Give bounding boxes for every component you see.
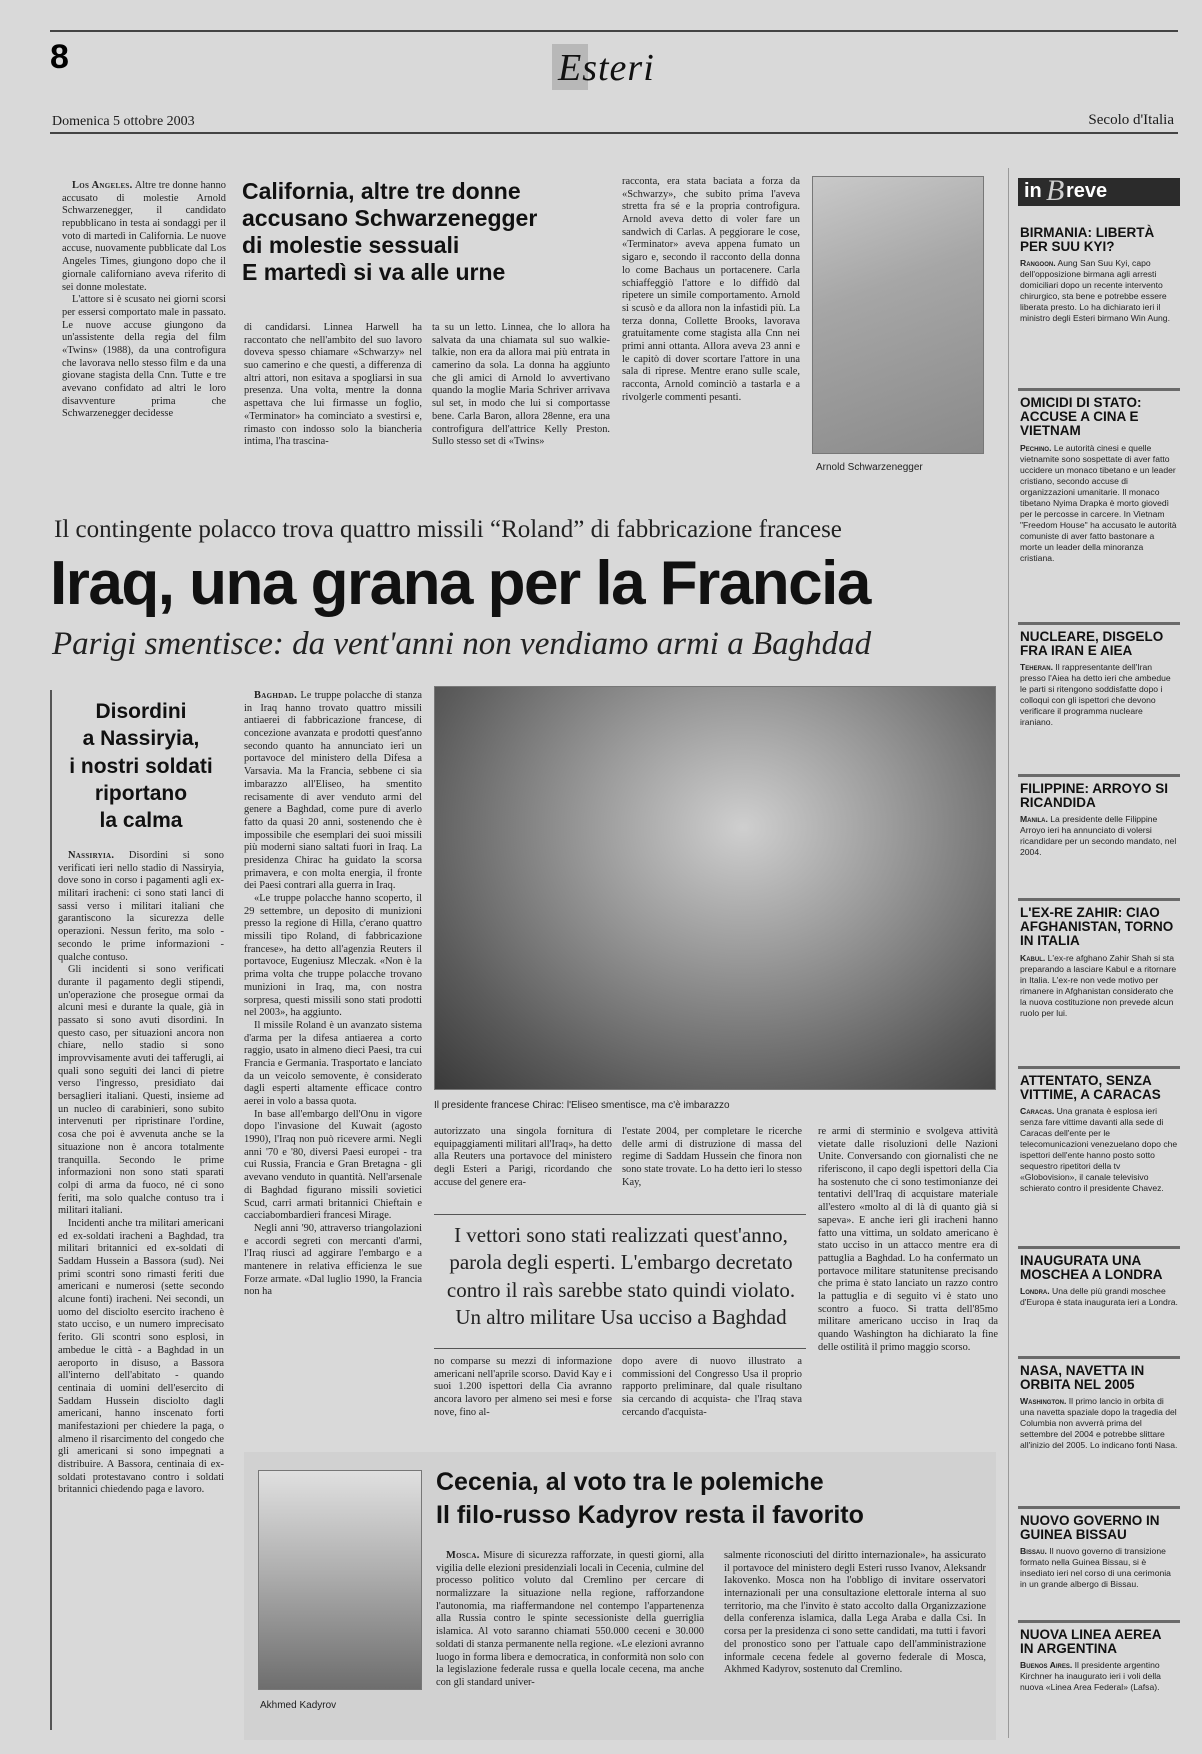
dateline: Mosca.: [446, 1550, 480, 1561]
nassiriya-body: Nassiryia. Disordini si sono verificati ieri nello stadio di Nassiryia, dove sono in corso i pagamenti agli ex-militari iracheni: ci sono stati lanci di sassi verso i militari italiani che garantiscono la sicurezza delle operazioni. Nessun ferito, ma solo - secondo le prime informazioni - qualche contuso. Gli incidenti si sono verificati durante il pagamento degli stipendi, un'operazione che prosegue ormai da alcuni mesi e durante la quale, già in passato si sono avuti disordini. In questo caso, per situazioni ancora non chiare, nello stadio si sono improvvisamente avuti dei tafferugli, ai quali sono seguiti dei lanci di pietre verso l'ingresso, presidiato dai bersaglieri italiani. Questi, insieme ad un nucleo di carabinieri, sono subito intervenuti per ripristinare l'ordine, cosa che poi è avvenuta anche se la situazione non è ancora totalmente tranquilla. Secondo le prime informazioni non sono stati sparati colpi di arma da fuoco, né ci sono feriti, ma solo qualche contuso tra i militari italiani. Incidenti anche tra militari americani ed ex-soldati iracheni a Baghdad, tra militari britannici ed ex-soldati di Saddam Hussein a Bassora (sud). Nei primi scontri sono rimasti feriti due americani e numerosi (sette secondo alcune fonti) iracheni. Nei secondi, un uomo del disciolto esercito iracheno è stato ucciso, e un numero imprecisato ferito. Gli scontri sono esplosi, in ambedue le città - a Baghdad in un aeroporto in disuso, a Bassora all'interno dell'abitato - quando centinaia di uomini dell'esercito di Saddam Hussein disciolto dagli americani, hanno inscenato forti manifestazioni per chiedere la paga, o almeno il risarcimento del congedo che gli americani si sono impegnati a distribuire. A Bassora, centinaia di ex-soldati protestavano contro i soldati britannici chiedendo paga e lavoro.: [58, 850, 224, 1496]
brief-separator: [1018, 1246, 1180, 1249]
brief-8: NASA, NAVETTA IN ORBITA NEL 2005 Washington. Il primo lancio in orbita di una navetta spaziale dopo la tragedia del Columbia non avverrà prima del settembre del 2004 e potrebbe slittare all'inizio del 2005. Lo indicano fonti Nasa.: [1020, 1363, 1178, 1451]
brief-separator: [1018, 898, 1180, 901]
brief-3: NUCLEARE, DISGELO FRA IRAN E AIEA Teheran. Il rappresentante dell'Iran presso l'Aiea ha detto ieri che ambedue le parti si ritengono soddisfatte dopo i colloqui con gli ispettori che devono verificare il programma nucleare iraniano.: [1020, 629, 1171, 728]
iraq-col-4: re armi di sterminio e svolgeva attività vietate dalle risoluzioni delle Nazioni Unite. Conversando con giornalisti che ne riferiscono, il capo degli ispettori della Cia ha sostenuto che ci sono testimonianze dei tentativi dell'Iraq di acquistare materiale all'estero «molto al di là di quanto già si sapeva». E anche ieri gli iracheni hanno fatto una vittima, un soldato americano è stato ucciso in un attacco mentre era di pattuglia a Baghdad. Lo ha confermato un portavoce militare statunitense precisando che prima è stato lanciato un razzo contro la pattuglia e di seguito vi è stato uno scontro a fuoco. Si tratta dell'85mo militare americano ucciso in Iraq da quando Washington ha dichiarato la fine delle ostilità il primo maggio scorso.: [818, 1126, 998, 1353]
cecenia-col-1: Mosca. Misure di sicurezza rafforzate, in questi giorni, alla vigilia delle elezioni presidenziali locali in Cecenia, culmine del processo politico voluto dal Cremlino per cercare di normalizzare la situazione nella regione, rafforzandone l'autonomia, ma riaffermandone nel contempo l'appartenenza alla Russia contro le spinte secessioniste della guerriglia islamica. Al voto saranno chiamati 550.000 ceceni e 30.000 soldati di stanza permanente nella regione. «Le elezioni avranno luogo in forma libera e democratica, in conformità non solo con la legislazione federale russa e quella locale cecena, ma anche con gli standard univer-: [436, 1550, 704, 1688]
page-number: 8: [50, 38, 69, 76]
section-name: Esteri: [558, 47, 655, 89]
paper-name: Secolo d'Italia: [1088, 112, 1174, 128]
brief-separator: [1018, 1066, 1180, 1069]
date-line: Domenica 5 ottobre 2003: [52, 114, 195, 129]
chirac-photo: [434, 686, 996, 1090]
inbreve-reve: reve: [1066, 180, 1108, 202]
iraq-col-1: Baghdad. Le truppe polacche di stanza in Iraq hanno trovato quattro missili antiaerei di fabbricazione francese, di concezione avanzata e prodotti quest'anno secondo quanto ha annunciato ieri un portavoce del ministero della Difesa a Varsavia. Ma la Francia, sebbene ci sia imbarazzo all'Eliseo, ha smentito recisamente di aver venduto armi del genere a Baghdad, come pure di averlo fatto da quasi 20 anni, sostenendo che è impossibile che esemplari dei suoi missili più moderni siano saltati fuori in Iraq. La presidenza Chirac ha guidato la scorsa primavera, e con molta energia, il fronte dei Paesi contrari alla guerra in Iraq. «Le truppe polacche hanno scoperto, il 29 settembre, un deposito di munizioni presso la regione di Hilla, c'erano quattro missili tipo Roland, di fabbricazione francese», ha detto all'agenzia Reuters il portavoce, Eugeniusz Mleczak. «Non è la prima volta che truppe polacche trovano munizioni in Iraq, ma, con nostra sorpresa, questi missili sono stati prodotti nel 2003», ha aggiunto. Il missile Roland è un avanzato sistema d'arma per la difesa antiaerea a corto raggio, usato in almeno dieci Paesi, tra cui Francia e Germania. Trasportato e lanciato da un veicolo semovente, è considerato dagli esperti altamente efficace contro aerei in volo a bassa quota. In base all'embargo dell'Onu in vigore dopo l'invasione del Kuwait (agosto 1990), l'Iraq non può ricevere armi. Negli anni '70 e '80, diversi Paesi europei - tra cui Russia, Francia e Gran Bretagna - gli avevano venduto in quantità. Nell'arsenale di Baghdad figurano missili sovietici Scud, carri armati britannici Chieftain e cacciabombardieri francesi Mirage. Negli anni '90, attraverso triangolazioni e accordi segreti con mercanti d'armi, l'Iraq riuscì ad aggirare l'embargo e a mantenere in relativa efficienza le sue Forze armate. «Dal luglio 1990, la Francia non ha: [244, 690, 422, 1298]
kadyrov-photo: [258, 1470, 422, 1690]
brief-separator: [1018, 774, 1180, 777]
iraq-col-3b: dopo avere di nuovo illustrato a commissioni del Congresso Usa il proprio rapporto preliminare, dal quale risultano sia cercando di acquista- che l'Iraq stava cercando d'acquista-: [622, 1356, 802, 1418]
brief-separator: [1018, 388, 1180, 391]
inbreve-b: B: [1046, 174, 1065, 207]
brief-separator: [1018, 622, 1180, 625]
kadyrov-caption: Akhmed Kadyrov: [260, 1700, 337, 1711]
brief-6: ATTENTATO, SENZA VITTIME, A CARACAS Caracas. Una granata è esplosa ieri senza fare vittime davanti alla sede di Caracas dell'ente per le telecomunicazioni venezuelano dopo che ispettori dell'ente hanno posto sotto sequestro ripetitori della tv «Globovision», il canale televisivo schierato contro il presidente Chavez.: [1020, 1073, 1178, 1194]
brief-separator: [1018, 1356, 1180, 1359]
dateline: Nassiryia.: [68, 850, 115, 861]
brief-7: INAUGURATA UNA MOSCHEA A LONDRA Londra. Una delle più grandi moschee d'Europa è stata inaugurata ieri a Londra.: [1020, 1253, 1178, 1308]
brief-5: L'EX-RE ZAHIR: CIAO AFGHANISTAN, TORNO IN ITALIA Kabul. L'ex-re afghano Zahir Shah si sta preparando a lasciare Kabul e a ritornare in Italia. L'ex-re non vede motivo per rimanere in Afghanistan considerato che la nuova costituzione non prevede alcun ruolo per lui.: [1020, 905, 1177, 1018]
top-rule: [50, 30, 1178, 32]
california-col-2: di candidarsi. Linnea Harwell ha raccontato che nell'ambito del suo lavoro doveva spesso chiamare «Schwarzy» nel suo camerino e che questi, a differenza di altri attori, non esitava a spogliarsi in sua presenza. Una volta, mentre la donna aspettava che lui firmasse un foglio, «Terminator» ha cominciato a svestirsi e, rimasto con indosso solo la biancheria intima, l'ha trascina-: [244, 322, 422, 448]
brief-2: OMICIDI DI STATO: ACCUSE A CINA E VIETNAM Pechino. Le autorità cinesi e quelle vietnamite sono sospettate di aver fatto uccidere un monaco tibetano e un leader cristiano, secondo accuse di organizzazioni umanitarie. Il monaco tibetano Nyima Drapka è morto giovedì per le percosse in carcere. In Vietnam "Freedom House" ha accusato le autorità comuniste di aver fatto bastonare a morte un leader della minoranza cristiana.: [1020, 395, 1177, 563]
brief-10: NUOVA LINEA AEREA IN ARGENTINA Buenos Aires. Il presidente argentino Kirchner ha inaugurato ieri i voli della nuova «Linea Area Federal» (Lafsa).: [1020, 1627, 1162, 1693]
brief-1: BIRMANIA: LIBERTÀ PER SUU KYI? Rangoon. Aung San Suu Kyi, capo dell'opposizione birmana agli arresti domiciliari dopo un recente intervento chirurgico, sta bene e potrebbe essere liberata presto. Lo ha dichiarato ieri il ministro degli Esteri birmano Win Aung.: [1020, 225, 1170, 324]
inbreve-header: [1018, 174, 1180, 207]
iraq-kicker: Il contingente polacco trova quattro missili “Roland” di fabbricazione francese: [54, 516, 842, 543]
brief-9: NUOVO GOVERNO IN GUINEA BISSAU Bissau. Il nuovo governo di transizione formato nella Guinea Bissau, si è insediato ieri nel corso di una cerimonia in un grande albergo di Bissau.: [1020, 1513, 1171, 1590]
brief-separator: [1018, 1620, 1180, 1623]
iraq-col-3: l'estate 2004, per completare le ricerche delle armi di distruzione di massa del regime di Saddam Hussein che finora non sono state trovate. Lo ha detto ieri lo stesso Kay,: [622, 1126, 802, 1188]
brief-separator: [1018, 1506, 1180, 1509]
section-title: [552, 44, 655, 96]
cecenia-headline: Cecenia, al voto tra le polemiche Il filo-russo Kadyrov resta il favorito: [436, 1468, 864, 1530]
california-col-3: ta su un letto. Linnea, che lo allora ha salvata da una chiamata sul suo walkie-talkie, non era da allora mai più entrata in camerino da sola. La donna ha aggiunto che gli amici di Arnold lo avvertivano quando la moglie Maria Schriver arrivava sul set, in modo che lui si comportasse bene. Carla Baron, allora 28enne, era una controfigura dell'attrice Kelly Preston. Sullo stesso set di «Twins»: [432, 322, 610, 448]
iraq-subhead: Parigi smentisce: da vent'anni non vendiamo armi a Baghdad: [52, 626, 872, 662]
california-col-1: Los Angeles. Altre tre donne hanno accusato di molestie Arnold Schwarzenegger, il candidato repubblicano in testa ai sondaggi per il voto di martedì in California. Le nuove accuse, nuovamente pubblicate dal Los Angeles Times, giungono dopo che il giornale californiano aveva riferito di sei donne molestate. L'attore si è scusato nei giorni scorsi per essersi comportato male in passato. Le nuove accuse giungono da un'assistente della regia del film «Twins» (1988), da una controfigura che lavorava nello stesso film e da una giovane stagista della Cnn. Tutte e tre avevano confidato ad altri le loro disavventure prima che Schwarzenegger decidesse: [62, 180, 226, 420]
header-rule: [50, 132, 1178, 134]
dateline: Los Angeles.: [72, 180, 133, 191]
schwarzenegger-photo: [812, 176, 984, 454]
pullquote-rule-bottom: [434, 1348, 806, 1349]
nassiriya-headline: Disordini a Nassiryia, i nostri soldati riportano la calma: [69, 700, 213, 833]
iraq-col-2: autorizzato una singola fornitura di equipaggiamenti militari all'Iraq», ha detto alla Reuters una portavoce del ministero degli Esteri a Parigi, ricordando che accuse del genere era-: [434, 1126, 612, 1188]
pullquote-rule-top: [434, 1214, 806, 1215]
iraq-col-2b: no comparse su mezzi di informazione americani nell'aprile scorso. David Kay e i suoi 1.200 ispettori della Cia avranno ancora lavoro per almeno sei mesi e forse nove, fino al-: [434, 1356, 612, 1418]
schwarzenegger-caption: Arnold Schwarzenegger: [816, 462, 923, 473]
cecenia-col-2: salmente riconosciuti del diritto internazionale», ha assicurato il portavoce del ministero degli Esteri russo Ivanov, Aleksandr Iakovenko. Mosca non ha l'obbligo di invitare osservatori internazionali per una consultazione elettorale interna al suo territorio, ma che l'invito è stato accolto dalla Organizzazione della conferenza islamica, dalla Lega Araba e dalla Csi. In corsa per la presidenza ci sono sette candidati, ma tutti i favori del pronostico sono per l'attuale capo dell'amministrazione informale cecena fedele al governo federale di Mosca, Akhmed Kadyrov, sostenuto dal Cremlino.: [724, 1550, 986, 1676]
sidebar-rule: [1008, 168, 1009, 1738]
iraq-headline: Iraq, una grana per la Francia: [50, 549, 870, 618]
inbreve-in: in: [1024, 180, 1042, 202]
california-headline: California, altre tre donne accusano Schwarzenegger di molestie sessuali E martedì si va alle urne: [242, 178, 538, 285]
california-col-4: racconta, era stata baciata a forza da «Schwarzy», che subito prima l'aveva stretta fra sé e la propria controfigura. Arnold aveva detto di voler fare un sandwich di Carlas. A peggiorare le cose, «Terminator» aveva appena fumato un sigaro e, secondo il racconto della donna lo come Bachaus un portacenere. Carla schiaffeggiò l'attore e lo diffidò dal ripetere un simile comportamento. Arnold si scusò e da allora non la infastidì più. La terza donna, Collette Brooks, lavorava gratuitamente come stagista alla Cnn nei primi anni ottanta. Allora aveva 23 anni e le capitò di dover scortare l'attore in una sala di riprese. Mentre erano sulle scale, racconta, Arnold cominciò a tastarla e a rivolgerle commenti pesanti.: [622, 176, 800, 403]
iraq-pullquote: I vettori sono stati realizzati quest'anno, parola degli esperti. L'embargo decretato contro il raìs sarebbe stato quindi violato. Un altro militare Usa ucciso a Baghdad: [446, 1223, 796, 1329]
chirac-caption: Il presidente francese Chirac: l'Eliseo smentisce, ma c'è imbarazzo: [434, 1100, 730, 1111]
brief-4: FILIPPINE: ARROYO SI RICANDIDA Manila. La presidente delle Filippine Arroyo ieri ha annunciato di volersi ricandidare per un secondo mandato, nel 2004.: [1020, 781, 1177, 858]
dateline: Baghdad.: [254, 690, 298, 701]
